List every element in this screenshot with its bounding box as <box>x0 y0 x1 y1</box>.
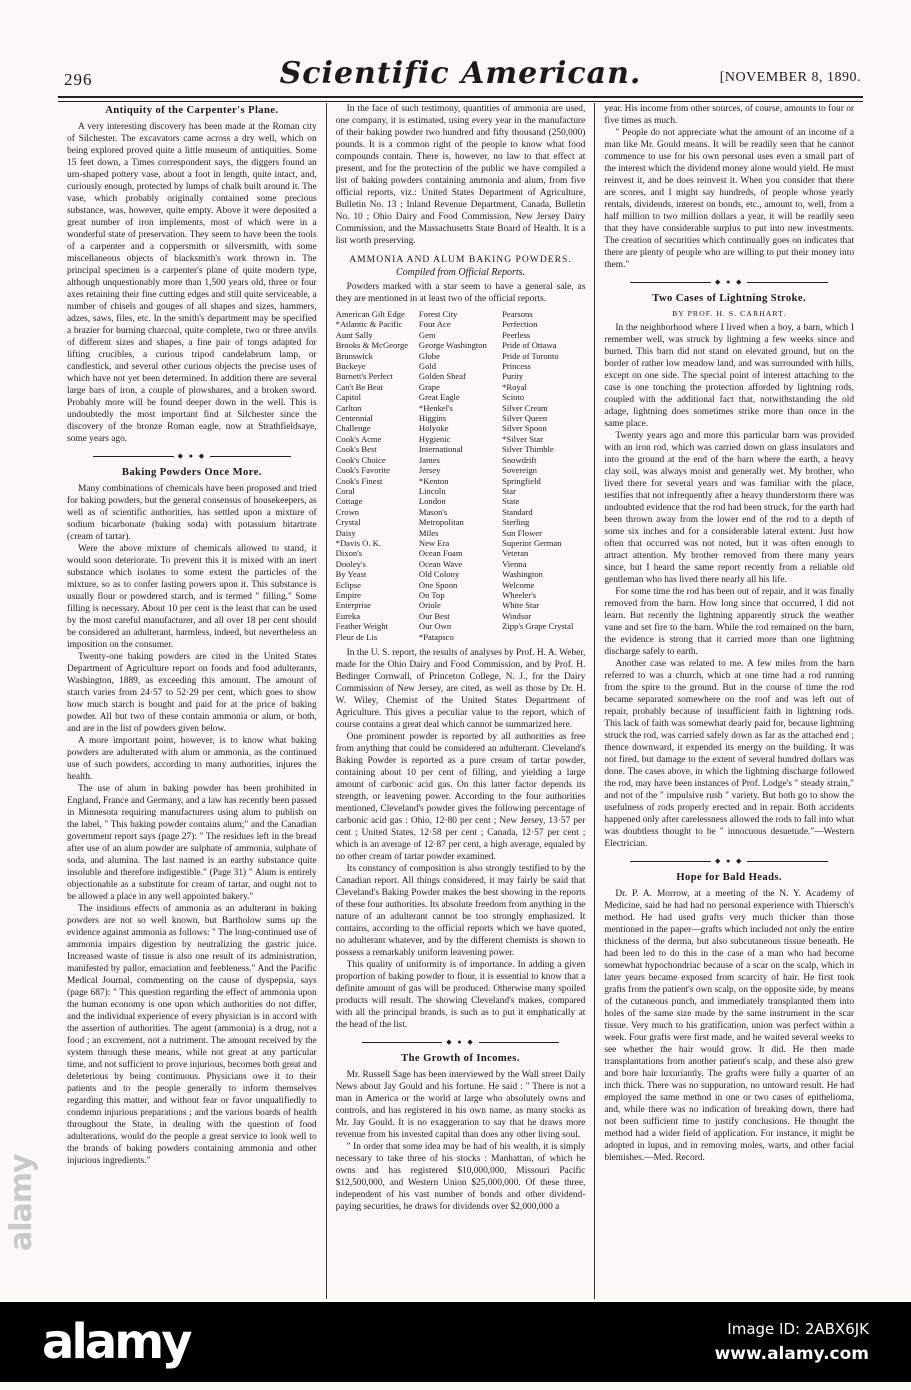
brand-item: Ocean Foam <box>418 548 463 559</box>
brand-item: George Washington <box>418 340 487 351</box>
divider-ornament: ◆ ● ◆ <box>446 1038 475 1046</box>
paragraph: " In order that some idea may be had of his wealth, it is simply necessary to take three of his stocks : Manhattan, of which he owns and has registered $10,000,000, Missouri Pacific $12,500,000, and Western Union $25,000,000. Of these three, independent of his vast number of bonds and other dividend-paying securities, he draws for dividends over $2,000,000 a <box>335 1142 586 1212</box>
article-title-baking-powders: Baking Powders Once More. <box>121 467 262 478</box>
brand-item: Cook's Best <box>335 444 377 455</box>
article-body-growth-of-incomes <box>336 1069 586 1213</box>
page-columns <box>58 103 863 1299</box>
brand-item: Empire <box>335 589 361 600</box>
brand-item: Springfield <box>502 475 541 486</box>
brand-item: Dooley's <box>335 558 366 569</box>
brand-item: Gold <box>418 361 437 372</box>
paragraph: Mr. Russell Sage has been interviewed by the Wall street Daily News about Jay Gould and his fortune. He said : " There is not a man in America or the world at large who absolutely owns and controls, and has registered in his own name, as many stocks as Mr. Jay Gould. It is no exaggeration to say that he draws more revenue from his invested capital than does any other living soul. <box>335 1070 586 1140</box>
brand-item: Four Ace <box>418 319 451 330</box>
brand-item: Buckeye <box>335 361 366 372</box>
article-title-growth-of-incomes: The Growth of Incomes. <box>401 1053 520 1064</box>
image-id-label: Image ID: 2ABX6JK <box>727 1320 869 1338</box>
brand-item: Windsor <box>502 610 532 621</box>
brand-item: Aunt Sally <box>335 329 373 340</box>
brand-item: Sovereign <box>502 465 537 476</box>
paragraph: This quality of uniformity is of importance. In adding a given proportion of baking powder to flour, it is essential to know that a definite amount of gas will be produced. Otherwise many spoiled products will result. The showing Cleveland's makes, compared with all the principal brands, is such as to put it emphatically at the head of the list. <box>335 960 586 1030</box>
brand-item: Brooks & McGeorge <box>335 340 409 351</box>
brand-item: Golden Sheaf <box>418 371 466 382</box>
brand-item: Silver Queen <box>502 413 548 424</box>
brand-item: Grape <box>418 381 440 392</box>
column-3 <box>594 103 863 1299</box>
brand-item: Silver Spoon <box>502 423 547 434</box>
brand-item: Brunswick <box>335 350 373 361</box>
paragraph: A very interesting discovery has been made at the Roman city of Silchester. The excavators came across a dry well, which on being explored proved quite a little museum of antiquities. Some 15 feet down, a Times correspondent says, the diggers found an urn-shaped pottery vase, about a foot in length, quite intact, and, curiously enough, protected by lumps of chalk built around it. The vase, which probably originally contained some precious substance, was, however, quite empty. Above it were deposited a great number of iron implements, most of which were in a wonderful state of preservation. They seem to have been the tools of a carpenter and a coppersmith or silversmith, with some miscellaneous objects of blacksmith's work thrown in. The principal specimen is a carpenter's plane of quite modern type, although unquestionably more than 1,500 years old, three or four axes retaining their fine cutting edges and still quite serviceable, a number of chisels and gouges of all shapes and sizes, hammers, adzes, saws, files, etc. In the smith's department may be specified a brazier for burning charcoal, quite complete, two or three anvils of different sizes and shapes, a fine pair of tongs adapted for lifting crucibles, a curious tripod candelabrum lamp, or candlestick, and several other curious objects the precise uses of which have not yet been determined. In addition there are several large bars of iron, a couple of plowshares, and a broken sword. Probably more will be found deeper down in the well. This is undoubtedly the most important find at Silchester since the discovery of the bronze Roman eagle, now at Strathfieldsaye, some years ago. <box>67 122 317 444</box>
list-subheading: Compiled from Official Reports. <box>395 267 526 278</box>
brand-item: Purity <box>502 371 524 382</box>
brand-item: Oriole <box>418 600 441 611</box>
brand-item: Lincoln <box>418 485 446 496</box>
brand-item: *Royal <box>502 381 527 392</box>
brand-item: Peerless <box>502 329 531 340</box>
brand-item: Crown <box>335 506 360 517</box>
brand-item: Ocean Wave <box>418 558 463 569</box>
alamy-side-watermark: alamy <box>4 1154 39 1252</box>
section-divider <box>362 1039 560 1046</box>
brand-item: Gem <box>418 329 436 340</box>
brand-item: Scioto <box>502 392 525 403</box>
brand-item: Crystal <box>335 517 361 528</box>
paragraph: Were the above mixture of chemicals allowed to stand, it would soon deteriorate. To prevent this it is mixed with an inert substance which isolates to some extent the particles of the mixture, so as to confer lasting powers upon it. This substance is usually flour or powdered starch, and is termed " filling." Some filling is necessary. About 10 per cent is the least that can be used by the most careful manufacturer, and all over 18 per cent should be considered an adulterant, harmless, indeed, but nevertheless an imposition on the consumer. <box>67 544 317 650</box>
brand-item: Daisy <box>335 527 356 538</box>
brand-item: On Top <box>418 589 445 600</box>
column-2 <box>326 103 595 1299</box>
brand-column-3 <box>502 309 585 642</box>
brand-item: Zipp's Grape Crystal <box>502 621 574 632</box>
brand-item: Higgins <box>418 413 447 424</box>
footer-meta <box>715 1320 869 1364</box>
brand-item: Centennial <box>335 413 373 424</box>
brand-item: Pride of Toronto <box>502 350 559 361</box>
brand-item: *Patapsco <box>418 631 454 642</box>
brand-item: Cook's Choice <box>335 454 386 465</box>
brand-item: Superior German <box>502 537 562 548</box>
brand-item: Pride of Ottawa <box>502 340 557 351</box>
article-body-baking-powders <box>67 483 317 1167</box>
brand-item: Vienna <box>502 558 527 569</box>
brand-item: Star <box>502 485 516 496</box>
paragraph: Another case was related to me. A few miles from the barn referred to was a church, which at one time had a rod running from the spire to the ground. But in the course of time the rod became separated somewhere on the roof and was left out of repair, probably because of insufficient faith in lightning rods. This lack of faith was somewhat dearly paid for, because lightning struck the rod, was carried safely down as far as the attached end ; thence downward, it expended its energy on the building. It was not fired, but damage to the extent of several hundred dollars was done. The cases above, in which the lightning discharge followed the rod, may have been instances of Prof. Lodge's " steady strain," and not of the " impulsive rush " variety. But both go to show the usefulness of rods properly erected and in repair. Both accidents happened only after carelessness allowed the rods to fall into what was doubtless thought to be " innocuous desuetude."—Western Electrician. <box>604 659 855 849</box>
brand-item: *Silver Star <box>502 433 543 444</box>
paragraph: Twenty years ago and more this particular barn was provided with an iron rod, which was carried down on glass insulators and into the ground at the end of the barn where the earth, a heavy clay soil, was always moist and generally wet. My brother, who lived there for several years and was familiar with the place, testifies that not infrequently after a heavy thunderstorm there was undoubted evidence that the rod had been struck, for the earth had been thrown away from the lower end of the rod to a depth of some six inches and for a considerable lateral extent. Just how often that occurred was not noted, but it was often enough to attract attention. My brother removed from there many years since, but I heard the same report recently from a reliable old gentleman who has lived there nearly all his life. <box>604 431 855 585</box>
divider-ornament: ◆ ● ◆ <box>177 452 207 460</box>
paragraph: Dr. P. A. Morrow, at a meeting of the N. Y. Academy of Medicine, said he had had no personal experience with Thiersch's method. He had used grafts very much thicker than those mentioned in the paper—grafts which included not only the entire thickness of the derma, but also subcutaneous tissue beneath. He had been led to do this in the case of a man who had become somewhat hypochondriac because of a scar on the scalp, which in later years became exposed from scarcity of hair. He first took grafts from the patient's own scalp, on the opposite side, by means of the cutaneous punch, and immediately transplanted them into holes of the same size made by the same instrument in the scar tissue. Very much to his gratification, union was perfect within a week. Four grafts were first made, and he waited several weeks to see whether the hair would grow. It did. He then made transplantations from another patient's scalp, and these also grew and bore hair luxuriantly. The grafts were fully a quarter of an inch thick. There was no suppuration, no untoward result. He had employed the same method in one or two cases of epithelioma, and, while there was no indication of breaking down, there had not been sufficient time to justify conclusions. He thought the method had a wider field of application. For instance, it might be adopted in lupus, and in removing moles, warts, and other facial blemishes.—Med. Record. <box>604 889 855 1163</box>
article-title-carpenters-plane: Antiquity of the Carpenter's Plane. <box>105 105 279 116</box>
brand-item: By Yeast <box>335 569 367 580</box>
brand-item: Burnett's Perfect <box>335 371 393 382</box>
masthead-rule <box>58 96 863 102</box>
alamy-url: www.alamy.com <box>714 1344 869 1364</box>
brand-column-2 <box>419 309 502 642</box>
paragraph: year. His income from other sources, of course, amounts to four or five times as much. <box>604 104 855 126</box>
brand-item: Silver Cream <box>502 402 548 413</box>
brand-item: Cottage <box>335 496 363 507</box>
brand-item: Washington <box>502 569 543 580</box>
article-title-lightning-stroke: Two Cases of Lightning Stroke. <box>652 293 807 304</box>
brand-item: London <box>418 496 446 507</box>
brand-item: Old Colony <box>418 569 460 580</box>
brand-item: *Davis O. K. <box>335 537 382 548</box>
issue-date: [NOVEMBER 8, 1890. <box>719 70 861 85</box>
brand-column-1 <box>336 309 419 642</box>
brand-item: *Kenton <box>418 475 449 486</box>
brand-item: Standard <box>502 506 533 517</box>
brand-item: Fleur de Lis <box>335 631 378 642</box>
article-body-hope-for-bald-heads <box>604 888 854 1164</box>
paragraph: Twenty-one baking powders are cited in the United States Department of Agriculture report on foods and food adulterants, Washington, 1889, as exceeding this amount. The amount of starch varies from 24·57 to 52·29 per cent, which goes to show how much starch is bought and paid for at the price of baking powder. All but two of these contain ammonia or alum, or both, and are in the list of powders given below. <box>67 652 317 734</box>
paragraph: In the face of such testimony, quantities of ammonia are used, one company, it is estimated, using every year in the manufacture of their baking powder two hundred and fifty thousand (250,000) pounds. It is a common right of the people to know what food compounds contain. There is, however, no law to that effect at present, and for the protection of the public we have compiled a list of baking powders containing ammonia and alum, from five official reports, viz.: United States Department of Agriculture, Bulletin No. 13 ; Inland Revenue Department, Canada, Bulletin No. 10 ; Ohio Dairy and Food Commission, New Jersey Dairy Commission, and the Massachusetts State Board of Health. It is a list worth preserving. <box>335 104 586 246</box>
article-byline-lightning-stroke: BY PROF. H. S. CARHART. <box>672 309 787 318</box>
section-divider <box>630 279 828 286</box>
brand-item: Miles <box>418 527 439 538</box>
brand-item: Silver Thimble <box>502 444 554 455</box>
brand-item: Globe <box>418 350 440 361</box>
brand-item: Holyoke <box>418 423 449 434</box>
brand-item: Great Eagle <box>418 392 460 403</box>
brand-item: Feather Weight <box>335 621 389 632</box>
brand-item: Challenge <box>335 423 371 434</box>
brand-item: International <box>418 444 463 455</box>
brand-item: White Star <box>502 600 540 611</box>
brand-item: Capitol <box>335 392 361 403</box>
brand-item: Sterling <box>502 517 530 528</box>
brand-item: Hygienic <box>418 433 451 444</box>
article-body-carpenters-plane <box>67 121 317 445</box>
growth-of-incomes-continuation <box>604 103 854 271</box>
brand-item: New Era <box>418 537 450 548</box>
brand-item: Dixon's <box>335 548 363 559</box>
brand-item: One Spoon <box>418 579 458 590</box>
brand-item: Eclipse <box>335 579 361 590</box>
brand-item: Can't Be Beat <box>335 381 384 392</box>
brand-item: Jersey <box>418 465 441 476</box>
section-divider <box>630 858 828 865</box>
masthead-row <box>60 56 861 94</box>
brand-item: Veteran <box>502 548 529 559</box>
article-body-lightning-stroke <box>604 322 854 850</box>
page-number: 296 <box>64 70 93 89</box>
paragraph: In the neighborhood where I lived when a boy, a barn, which I remember well, was struck by lightning a few weeks since and burned. This barn did not stand on elevated ground, but on the border of rather low meadow land, and was surrounded with hills, except on one side. The special point of interest attaching to the case is one touching the protection afforded by lightning rods, coupled with the additional fact that, notwithstanding the old adage, lightning does sometimes strike more than once in the same place. <box>604 323 855 429</box>
article-title-hope-for-bald-heads: Hope for Bald Heads. <box>676 872 782 883</box>
brand-item: James <box>418 454 440 465</box>
brand-item: Princess <box>502 361 531 372</box>
brand-item: Pearsons <box>502 309 533 319</box>
brand-item: Carlton <box>335 402 362 413</box>
paper-title: Scientific American. <box>279 56 642 91</box>
brand-item: Enterprise <box>335 600 371 611</box>
brand-item: Coral <box>335 485 355 496</box>
brand-item: *Atlantic & Pacific <box>335 319 403 330</box>
brand-item: Forest City <box>418 309 458 319</box>
paragraph: The use of alum in baking powder has been prohibited in England, France and Germany, and a law has recently been passed in Minnesota requiring manufacturers using alum to publish on the label, " This baking powder contains alum;" and the Canadian government report says (page 27): " The residues left in the bread after use of an alum powder are sulphate of ammonia, sulphate of soda, and alumina. The last named is an earthy substance quite insoluble and therefore indigestible." (Page 31) " Alum is entirely objectionable as a substitute for cream of tartar, and ought not to be allowed a place in any well appointed bakery." <box>67 784 317 902</box>
divider-ornament: ◆ ● ◆ <box>714 278 744 286</box>
brand-item: Mason's <box>418 506 448 517</box>
alamy-logo: alamy <box>42 1314 190 1370</box>
brand-table <box>336 309 586 642</box>
brand-item: Metropolitan <box>418 517 464 528</box>
section-divider <box>93 453 291 460</box>
brand-item: Our Own <box>418 621 452 632</box>
brand-item: Welcome <box>502 579 535 590</box>
divider-ornament: ◆ ● ◆ <box>714 857 744 865</box>
list-heading: AMMONIA AND ALUM BAKING POWDERS. <box>349 254 572 265</box>
brand-item: Cook's Finest <box>335 475 383 486</box>
brand-item: American Gilt Edge <box>335 309 405 319</box>
brand-item: Wheeler's <box>502 589 537 600</box>
paragraph: One prominent powder is reported by all authorities as free from anything that could be considered an adulterant. Cleveland's Baking Powder is reported as a pure cream of tartar powder, containing about 10 per cent of filling, and yielding a large amount of carbonic acid gas. On this latter factor depends its strength, or leavening power. According to the four authorities mentioned, Cleveland's powder gives the following percentage of carbonic acid gas : Ohio, 12·80 per cent ; New Jersey, 13·57 per cent ; United States, 12·58 per cent ; Canada, 12·57 per cent ; which is an average of 12·87 per cent, a high average, equaled by no other cream of tartar powder examined. <box>335 732 586 862</box>
brand-item: Cook's Acme <box>335 433 382 444</box>
brand-item: Eureka <box>335 610 361 621</box>
paragraph: For some time the rod has been out of repair, and it was finally removed from the barn. How long since that occurred, I did not learn. But recently the lightning apparently struck the weather vane and set fire to the barn. While the rod remained on the barn, the evidence is strong that it carried more than one lightning discharge safely to earth. <box>604 587 855 657</box>
paragraph: Many combinations of chemicals have been proposed and tried for baking powders, but the general consensus of housekeepers, as well as of scientific authorities, has settled upon a mixture of sodium bicarbonate (baking soda) with potassium bitartrate (cream of tartar). <box>67 484 317 542</box>
brand-item: State <box>502 496 520 507</box>
ammonia-intro <box>336 103 586 247</box>
report-analysis <box>336 647 586 1031</box>
paragraph: " People do not appreciate what the amount of an income of a man like Mr. Gould means. It will be readily seen that he cannot commence to use for his own personal uses even a small part of the interest which the dividend money alone would yield. He must reinvest it, and he does reinvest it. When you consider that there are scores, and I might say hundreds, of people whose yearly rentals, dividends, interest on bonds, etc., amount to, well, from a half million to two million dollars a year, it will be readily seen that they have considerable surplus to put into new investments. The creation of securities which continually goes on indicates that there are plenty of people who are willing to put their money into them." <box>604 128 855 270</box>
brand-item: Our Best <box>418 610 450 621</box>
paragraph: Its constancy of composition is also strongly testified to by the Canadian report. All things considered, it may fairly be said that Cleveland's Baking Powder makes the best showing in the reports of these four authorities. Its absolute freedom from anything in the nature of an adulterant cannot be too strongly emphasized. It contains, according to the official reports which we have quoted, no adulterant whatever, and by the different chemists is shown to possess a remarkably uniform leavening power. <box>335 864 586 958</box>
brand-item: Perfection <box>502 319 538 330</box>
list-note: Powders marked with a star seem to have a general sale, as they are mentioned in at least two of the official reports. <box>335 282 586 304</box>
paragraph: A more important point, however, is to know what baking powders are adulterated with alum or ammonia, as the continued use of such powders, according to many authorities, injures the health. <box>67 736 317 782</box>
brand-item: Snowdrift <box>502 454 537 465</box>
paragraph: In the U. S. report, the results of analyses by Prof. H. A. Weber, made for the Ohio Dairy and Food Commission, and by Prof. H. Bedinger Cornwall, of Princeton College, N. J., for the Dairy Commission of New Jersey, are cited, as well as those by Dr. H. W. Wiley, Chemist of the United States Department of Agriculture. This gives a peculiar value to the report, which of course contains a great deal which cannot be summarized here. <box>335 648 586 730</box>
brand-item: Sun Flower <box>502 527 542 538</box>
brand-item: Cook's Favorite <box>335 465 390 476</box>
brand-item: *Henkel's <box>418 402 453 413</box>
paragraph: The insidious effects of ammonia as an adulterant in baking powders are not so well known, but Bartholow sums up the evidence against ammonia as follows: " The long-continued use of ammonia impairs digestion by neutralizing the gastric juice. Increased waste of tissue is also one result of its administration, manifested by pallor, emaciation and feebleness." And the Pacific Medical Journal, commenting on the cause of dyspepsia, says (page 687): " This question regarding the effect of ammonia upon the human economy is one upon which authorities do not differ, and the individual experience of every physician is in accord with the assertion of authorities. The agent (ammonia) is a drug, not a food ; an excrement, not a nutriment. The amount received by the system through these means, while not great at any particular time, and not sufficient to prove injurious, becomes both great and deleterious by being continuous. Physicians owe it to their patients and to the people generally to inform themselves regarding this matter, and without fear or favor unqualifiedly to condemn injurious preparations ; and the various boards of health throughout the State, in dealing with the question of food adulterations, would do the people a great service to look well to the brands of baking powders containing ammonia and other injurious ingredients." <box>67 904 317 1166</box>
column-1 <box>58 103 326 1299</box>
alamy-footer-bar <box>0 1302 911 1382</box>
